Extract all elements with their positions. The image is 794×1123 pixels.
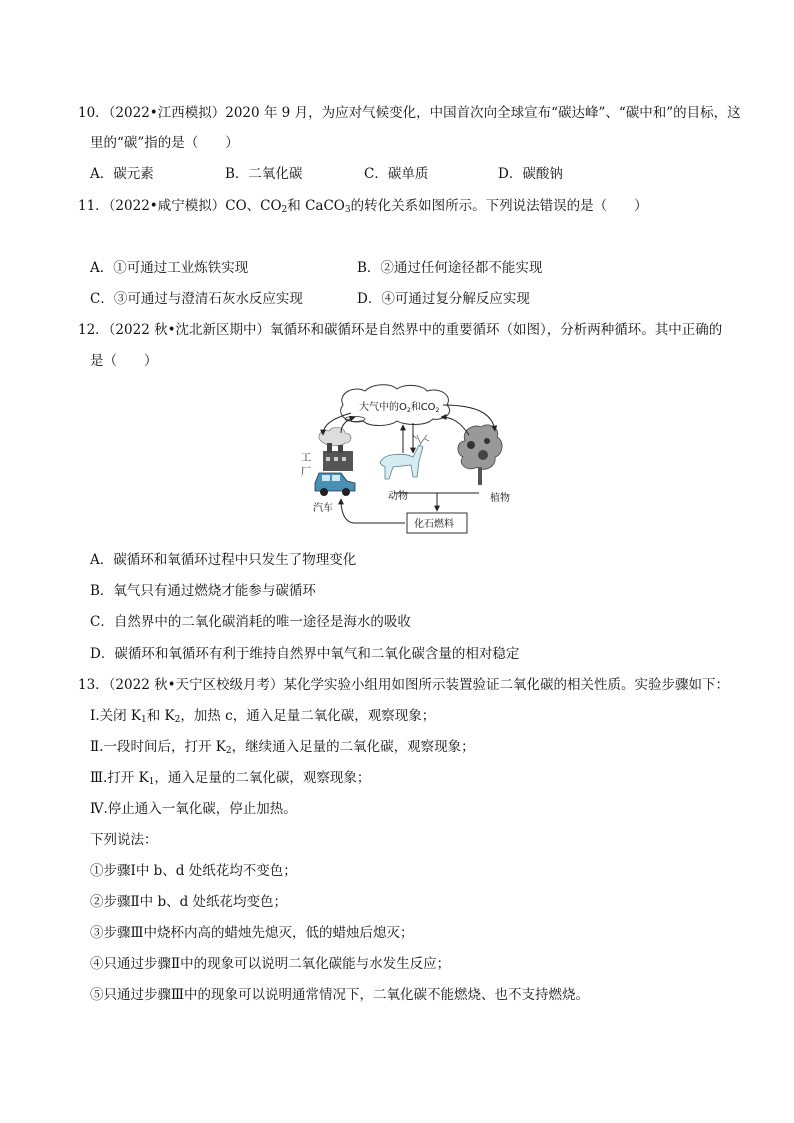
q10-option-a: A．碳元素 [90,166,154,182]
factory-label-2: 厂 [301,467,311,478]
q13-statement-4: ④只通过步骤Ⅱ中的现象可以说明二氧化碳能与水发生反应； [90,956,451,972]
q12-stem-line1: 12．（2022 秋•沈北新区期中）氧循环和碳循环是自然界中的重要循环（如图），分析两种循环。其中正确的 [78,322,723,338]
arrow-fuel-to-car [341,499,405,523]
q13-statements-title: 下列说法： [90,832,158,848]
q12-option-a: A．碳循环和氧循环过程中只发生了物理变化 [90,552,357,568]
q13-step-4: Ⅳ.停止通入一氧化碳，停止加热。 [90,801,297,817]
q11-sub-co2: 2 [281,205,288,215]
factory-label-1: 工 [301,453,311,464]
cloud-label: 大气中的$O_2$和$CO_2$ [359,402,440,414]
tree-icon [458,425,502,485]
q11-stem-prefix: 11．（2022•咸宁模拟）CO、CO [78,198,282,214]
factory-icon [319,427,353,471]
q13-stem: 13．（2022 秋•天宁区校级月考）某化学实验小组用如图所示装置验证二氧化碳的相关性质。实验步骤如下： [78,677,730,693]
q13-statement-5: ⑤只通过步骤Ⅲ中的现象可以说明通常情况下，二氧化碳不能燃烧、也不支持燃烧。 [90,987,590,1003]
carbon-oxygen-cycle-diagram [293,383,525,538]
q11-option-c: C．③可通过与澄清石灰水反应实现 [90,291,303,307]
q11-option-b: B．②通过任何途径都不能实现 [357,260,543,276]
q11-stem [78,197,648,219]
q13-statement-2: ②步骤Ⅱ中 b、d 处纸花均变色； [90,894,288,910]
q11-option-a: A．①可通过工业炼铁实现 [90,260,249,276]
q13-step-3: Ⅲ.打开 $K_1$，通入足量的二氧化碳，观察现象； [90,770,371,787]
q12-option-d: D．碳循环和氧循环有利于维持自然界中氧气和二氧化碳含量的相对稳定 [90,646,520,662]
q13-step-2: Ⅱ.一段时间后，打开 $K_2$，继续通入足量的二氧化碳，观察现象； [90,739,475,756]
q11-sub-caco3: 3 [344,205,351,215]
q10-option-b: B．二氧化碳 [225,166,303,182]
q11-stem-mid: 和 CaCO [287,198,345,214]
q12-option-c: C．自然界中的二氧化碳消耗的唯一途径是海水的吸收 [90,614,411,630]
animal-label: 动物 [388,491,408,502]
q10-stem-line2: 里的“碳”指的是（ ） [90,135,239,151]
q10-option-d: D．碳酸钠 [498,166,563,182]
q10-option-c: C．碳单质 [364,166,429,182]
plant-label: 植物 [490,493,510,504]
q13-step-1: Ⅰ.关闭 $K_1$和 $K_2$，加热 c，通入足量二氧化碳，观察现象； [90,708,436,725]
q10-stem-line1: 10．（2022•江西模拟）2020 年 9 月，为应对气候变化，中国首次向全球宣布“碳达峰”、“碳中和”的目标，这 [78,105,741,121]
q13-statement-1: ①步骤Ⅰ中 b、d 处纸花均不变色； [90,863,297,879]
q13-statement-3: ③步骤Ⅲ中烧杯内高的蜡烛先熄灭，低的蜡烛后熄灭； [90,925,414,941]
deer-icon [380,435,429,479]
q12-option-b: B．氧气只有通过燃烧才能参与碳循环 [90,583,316,599]
car-label: 汽车 [313,503,333,514]
car-icon [315,473,355,496]
arrow-plant-to-cloud [441,417,469,435]
q12-stem-line2: 是（ ） [90,353,158,369]
q11-option-d: D．④可通过复分解反应实现 [357,291,530,307]
fuel-label: 化石燃料 [414,519,454,530]
q11-stem-suffix: 的转化关系如图所示。下列说法错误的是（ ） [350,198,648,214]
